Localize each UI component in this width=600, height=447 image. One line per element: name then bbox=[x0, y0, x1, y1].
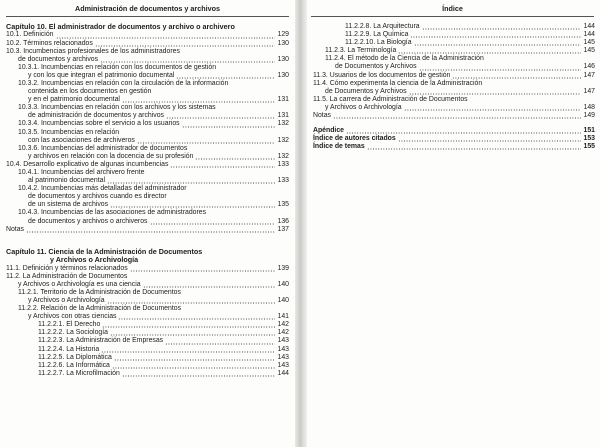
toc-entry bbox=[6, 96, 289, 104]
toc-entry-page: 155 bbox=[583, 143, 595, 151]
toc-entry-label: y Archivos o Archivología es una ciencia bbox=[18, 280, 141, 288]
toc-entry-page: 141 bbox=[277, 313, 289, 321]
toc-entry-label: y Archivos con otras ciencias bbox=[28, 313, 117, 321]
dot-leader bbox=[346, 131, 581, 134]
toc-entry-page: 137 bbox=[277, 225, 289, 233]
toc-entry-page: 131 bbox=[277, 112, 289, 120]
toc-entry-label: de un sistema de archivos bbox=[28, 201, 109, 209]
toc-entry-page: 144 bbox=[277, 369, 289, 377]
toc-entry-label: 11.2.2.5. La Diplomática bbox=[38, 353, 112, 361]
toc-entry bbox=[313, 80, 595, 88]
toc-entry bbox=[6, 104, 289, 112]
toc-entry bbox=[6, 305, 289, 313]
toc-entry-label: Índice de autores citados bbox=[313, 135, 396, 143]
toc-entry-page: 133 bbox=[277, 160, 289, 168]
chapter-11-title-line1: Capítulo 11. Ciencia de la Administración de Documentos bbox=[6, 246, 203, 256]
chapter-10-title: Capítulo 10. El administrador de documentos y archivo o archivero bbox=[6, 22, 235, 31]
toc-entry bbox=[6, 120, 289, 128]
dot-leader bbox=[170, 165, 275, 168]
dot-leader bbox=[110, 333, 275, 336]
dot-leader bbox=[143, 285, 275, 288]
toc-entry bbox=[6, 137, 289, 145]
toc-entry bbox=[313, 63, 595, 71]
dot-leader bbox=[333, 116, 581, 119]
toc-entry bbox=[313, 143, 595, 151]
toc-entry-page: 146 bbox=[583, 63, 595, 71]
dot-leader bbox=[130, 269, 275, 272]
dot-leader bbox=[137, 141, 275, 144]
toc-entry-label: 11.2.2.2. La Sociología bbox=[38, 329, 108, 337]
toc-entry-page: 144 bbox=[583, 23, 595, 30]
toc-entry-page: 142 bbox=[277, 321, 289, 329]
toc-entry-page: 142 bbox=[277, 329, 289, 337]
toc-entry-label: Índice de temas bbox=[313, 143, 365, 151]
toc-entry bbox=[6, 354, 289, 362]
toc-entry-label: 11.2.4. El método de la Ciencia de la Administración bbox=[325, 55, 484, 63]
dot-leader bbox=[118, 317, 275, 320]
toc-entry-label: 11.2.1. Territorio de la Administración de Documentos bbox=[18, 288, 181, 296]
toc-entry bbox=[6, 48, 289, 56]
toc-entry bbox=[6, 112, 289, 120]
toc-entry-label: de administración de documentos y archivos bbox=[28, 112, 164, 120]
toc-entry bbox=[313, 112, 595, 120]
toc-entry-label: 10.3.5. Incumbencias en relación bbox=[18, 128, 120, 136]
toc-entry bbox=[6, 193, 289, 201]
toc-entry-page: 147 bbox=[583, 71, 595, 79]
toc-entry-label: y Archivos o Archivología bbox=[325, 103, 402, 111]
toc-entry-label: y Archivos o Archivología bbox=[28, 296, 105, 304]
toc-entry-label: Notas bbox=[313, 112, 332, 120]
toc-entry-label: 10.3.4. Incumbencias sobre el servicio a los usuarios bbox=[18, 120, 180, 128]
toc-entry-label: 11.3. Usuarios de los documentos de gestión bbox=[313, 71, 451, 79]
dot-leader bbox=[56, 36, 276, 39]
toc-entry-page: 131 bbox=[277, 96, 289, 104]
dot-leader bbox=[107, 301, 275, 304]
toc-entry-label: 10.3.3. Incumbencias en relación con los archivos y los sistemas bbox=[18, 104, 216, 112]
toc-entry-label: 10.3.2. Incumbencias en relación con la circulación de la información bbox=[18, 79, 229, 87]
dot-leader bbox=[414, 43, 581, 46]
toc-entry-page: 143 bbox=[277, 345, 289, 353]
dot-leader bbox=[404, 108, 581, 111]
dot-leader bbox=[150, 222, 276, 225]
toc-entry-label: 10.4.3. Incumbencias de las asociaciones de administradores bbox=[18, 209, 207, 217]
toc-left bbox=[6, 23, 289, 378]
toc-entry-label: y archivos en relación con la docencia de su profesión bbox=[28, 152, 194, 160]
dot-leader bbox=[112, 366, 275, 369]
dot-leader bbox=[100, 60, 275, 63]
dot-leader bbox=[452, 76, 581, 79]
toc-entry bbox=[6, 64, 289, 72]
toc-entry-label: de documentos y archivos cuando es director bbox=[28, 193, 167, 201]
toc-entry-page: 140 bbox=[277, 296, 289, 304]
toc-entry-label: 10.3.6. Incumbencias del administrador de documentos bbox=[18, 144, 188, 152]
toc-entry-label: 11.5. La carrera de Administración de Documentos bbox=[313, 95, 468, 103]
toc-entry bbox=[313, 127, 595, 135]
toc-entry bbox=[6, 370, 289, 378]
toc-entry bbox=[6, 185, 289, 193]
toc-entry bbox=[313, 47, 595, 55]
dot-leader bbox=[398, 139, 581, 142]
toc-entry-label: 11.2.2.8. La Arquitectura bbox=[345, 23, 420, 30]
toc-entry bbox=[6, 265, 289, 273]
toc-entry bbox=[6, 273, 289, 281]
toc-entry-label: de Documentos y Archivos bbox=[325, 87, 407, 95]
toc-entry-page: 145 bbox=[583, 47, 595, 55]
toc-entry bbox=[6, 129, 289, 137]
dot-leader bbox=[398, 51, 581, 54]
toc-entry-page: 130 bbox=[277, 71, 289, 79]
toc-entry-page: 130 bbox=[277, 39, 289, 47]
left-page bbox=[0, 0, 297, 447]
toc-entry-label: de documentos y archivos o archiveros bbox=[28, 217, 148, 225]
dot-leader bbox=[102, 325, 275, 328]
toc-entry-label: de Documentos y Archivos bbox=[335, 63, 417, 71]
toc-entry-label: 10.4. Desarrollo explicativo de algunas incumbencias bbox=[6, 160, 169, 168]
dot-leader bbox=[114, 358, 275, 361]
toc-entry bbox=[6, 321, 289, 329]
toc-right bbox=[313, 23, 595, 151]
toc-entry-page: 132 bbox=[277, 120, 289, 128]
toc-entry-page: 132 bbox=[277, 136, 289, 144]
toc-entry-label: 11.2.2.4. La Historia bbox=[38, 345, 100, 353]
dot-leader bbox=[419, 68, 581, 71]
toc-entry bbox=[6, 56, 289, 64]
toc-entry bbox=[6, 329, 289, 337]
toc-entry bbox=[6, 297, 289, 305]
toc-entry-label: 11.2.3. La Terminología bbox=[325, 47, 397, 55]
toc-entry-label: con las asociaciones de archiveros bbox=[28, 136, 135, 144]
running-head-right: Índice bbox=[311, 4, 594, 17]
dot-leader bbox=[409, 92, 581, 95]
toc-entry bbox=[6, 72, 289, 80]
toc-entry bbox=[6, 289, 289, 297]
toc-entry bbox=[6, 31, 289, 39]
toc-entry bbox=[6, 161, 289, 169]
toc-entry-page: 151 bbox=[583, 127, 595, 135]
toc-entry-label: y en el patrimonio documental bbox=[28, 96, 120, 104]
chapter-11-title-line2: y Archivos o Archivología bbox=[50, 255, 139, 265]
toc-entry-label: contenida en los documentos en gestión bbox=[28, 88, 152, 96]
dot-leader bbox=[165, 342, 275, 345]
toc-entry-page: 130 bbox=[277, 55, 289, 63]
toc-entry-label: 10.1. Definición bbox=[6, 31, 54, 39]
toc-entry bbox=[6, 209, 289, 217]
toc-entry-page: 132 bbox=[277, 152, 289, 160]
dot-leader bbox=[101, 350, 275, 353]
toc-entry-label: 10.3. Incumbencias profesionales de los administradores bbox=[6, 47, 180, 55]
toc-entry-label: 10.4.2. Incumbencias más detalladas del administrador bbox=[18, 185, 187, 193]
toc-entry-label: al patrimonio documental bbox=[28, 177, 105, 185]
toc-entry bbox=[6, 218, 289, 226]
running-head-left: Administración de documentos y archivos bbox=[6, 4, 289, 17]
toc-entry-page: 129 bbox=[277, 31, 289, 39]
toc-entry bbox=[6, 169, 289, 177]
toc-entry-label: de documentos y archivos bbox=[18, 55, 99, 63]
toc-entry-page: 139 bbox=[277, 264, 289, 272]
toc-entry-label: 11.2.2.3. La Administración de Empresas bbox=[38, 337, 164, 345]
dot-leader bbox=[176, 76, 275, 79]
toc-entry bbox=[313, 39, 595, 47]
dot-leader bbox=[410, 35, 581, 38]
toc-entry-label: Notas bbox=[6, 225, 25, 233]
toc-entry-label: 11.1. Definición y términos relacionados bbox=[6, 264, 128, 272]
toc-entry bbox=[6, 88, 289, 96]
toc-entry bbox=[6, 337, 289, 345]
toc-entry-label: 11.2.2. Relación de la Administración de Documentos bbox=[18, 305, 182, 313]
toc-entry bbox=[6, 281, 289, 289]
toc-entry-page: 140 bbox=[277, 280, 289, 288]
dot-leader bbox=[95, 44, 275, 47]
toc-entry-label: 11.4. Cómo experimenta la ciencia de la Administración bbox=[313, 79, 483, 87]
toc-entry bbox=[6, 153, 289, 161]
dot-leader bbox=[166, 116, 275, 119]
toc-entry bbox=[6, 177, 289, 185]
dot-leader bbox=[195, 157, 275, 160]
toc-entry bbox=[313, 72, 595, 80]
dot-leader bbox=[122, 374, 275, 377]
toc-entry bbox=[6, 40, 289, 48]
toc-entry-label: 10.4.1. Incumbencias del archivero frente bbox=[18, 169, 145, 176]
toc-entry bbox=[6, 145, 289, 153]
toc-entry bbox=[6, 226, 289, 234]
toc-entry-page: 133 bbox=[277, 177, 289, 185]
dot-leader bbox=[122, 100, 275, 103]
toc-entry-label: 11.2.2.7. La Microfilmación bbox=[38, 369, 120, 377]
toc-entry bbox=[313, 96, 595, 104]
dot-leader bbox=[110, 205, 275, 208]
toc-entry bbox=[313, 31, 595, 39]
toc-entry-label: 10.3.1. Incumbencias en relación con los documentos de gestión bbox=[18, 63, 217, 71]
toc-entry-page: 144 bbox=[583, 31, 595, 39]
dot-leader bbox=[26, 230, 275, 233]
toc-entry-label: 11.2.2.9. La Química bbox=[345, 31, 409, 39]
toc-entry-page: 147 bbox=[583, 87, 595, 95]
toc-entry bbox=[6, 201, 289, 209]
toc-entry bbox=[6, 362, 289, 370]
toc-entry-label: 10.2. Términos relacionados bbox=[6, 39, 93, 47]
toc-entry-page: 143 bbox=[277, 353, 289, 361]
dot-leader bbox=[107, 181, 275, 184]
toc-entry-label: 11.2. La Administración de Documentos bbox=[6, 272, 128, 280]
toc-entry-label: 11.2.2.1. El Derecho bbox=[38, 321, 101, 329]
toc-entry bbox=[313, 104, 595, 112]
toc-entry-label: 11.2.2.6. La Informática bbox=[38, 361, 110, 369]
toc-entry-page: 148 bbox=[583, 103, 595, 111]
toc-entry-label: 11.2.2.10. La Biología bbox=[345, 39, 412, 47]
toc-entry-page: 135 bbox=[277, 201, 289, 209]
toc-entry-page: 149 bbox=[583, 112, 595, 120]
toc-entry bbox=[313, 55, 595, 63]
toc-entry bbox=[6, 80, 289, 88]
toc-entry-label: Apéndice bbox=[313, 127, 345, 135]
dot-leader bbox=[182, 125, 275, 128]
toc-entry-label: y con los que integran el patrimonio documental bbox=[28, 71, 175, 79]
toc-entry-page: 143 bbox=[277, 361, 289, 369]
toc-entry-page: 153 bbox=[583, 135, 595, 143]
toc-entry bbox=[6, 313, 289, 321]
toc-entry bbox=[6, 346, 289, 354]
dot-leader bbox=[367, 147, 581, 150]
toc-entry-page: 145 bbox=[583, 39, 595, 47]
toc-entry bbox=[313, 88, 595, 96]
toc-entry-page: 143 bbox=[277, 337, 289, 345]
toc-entry bbox=[313, 23, 595, 31]
toc-entry-page: 136 bbox=[277, 217, 289, 225]
right-page bbox=[305, 0, 600, 447]
dot-leader bbox=[422, 27, 581, 30]
